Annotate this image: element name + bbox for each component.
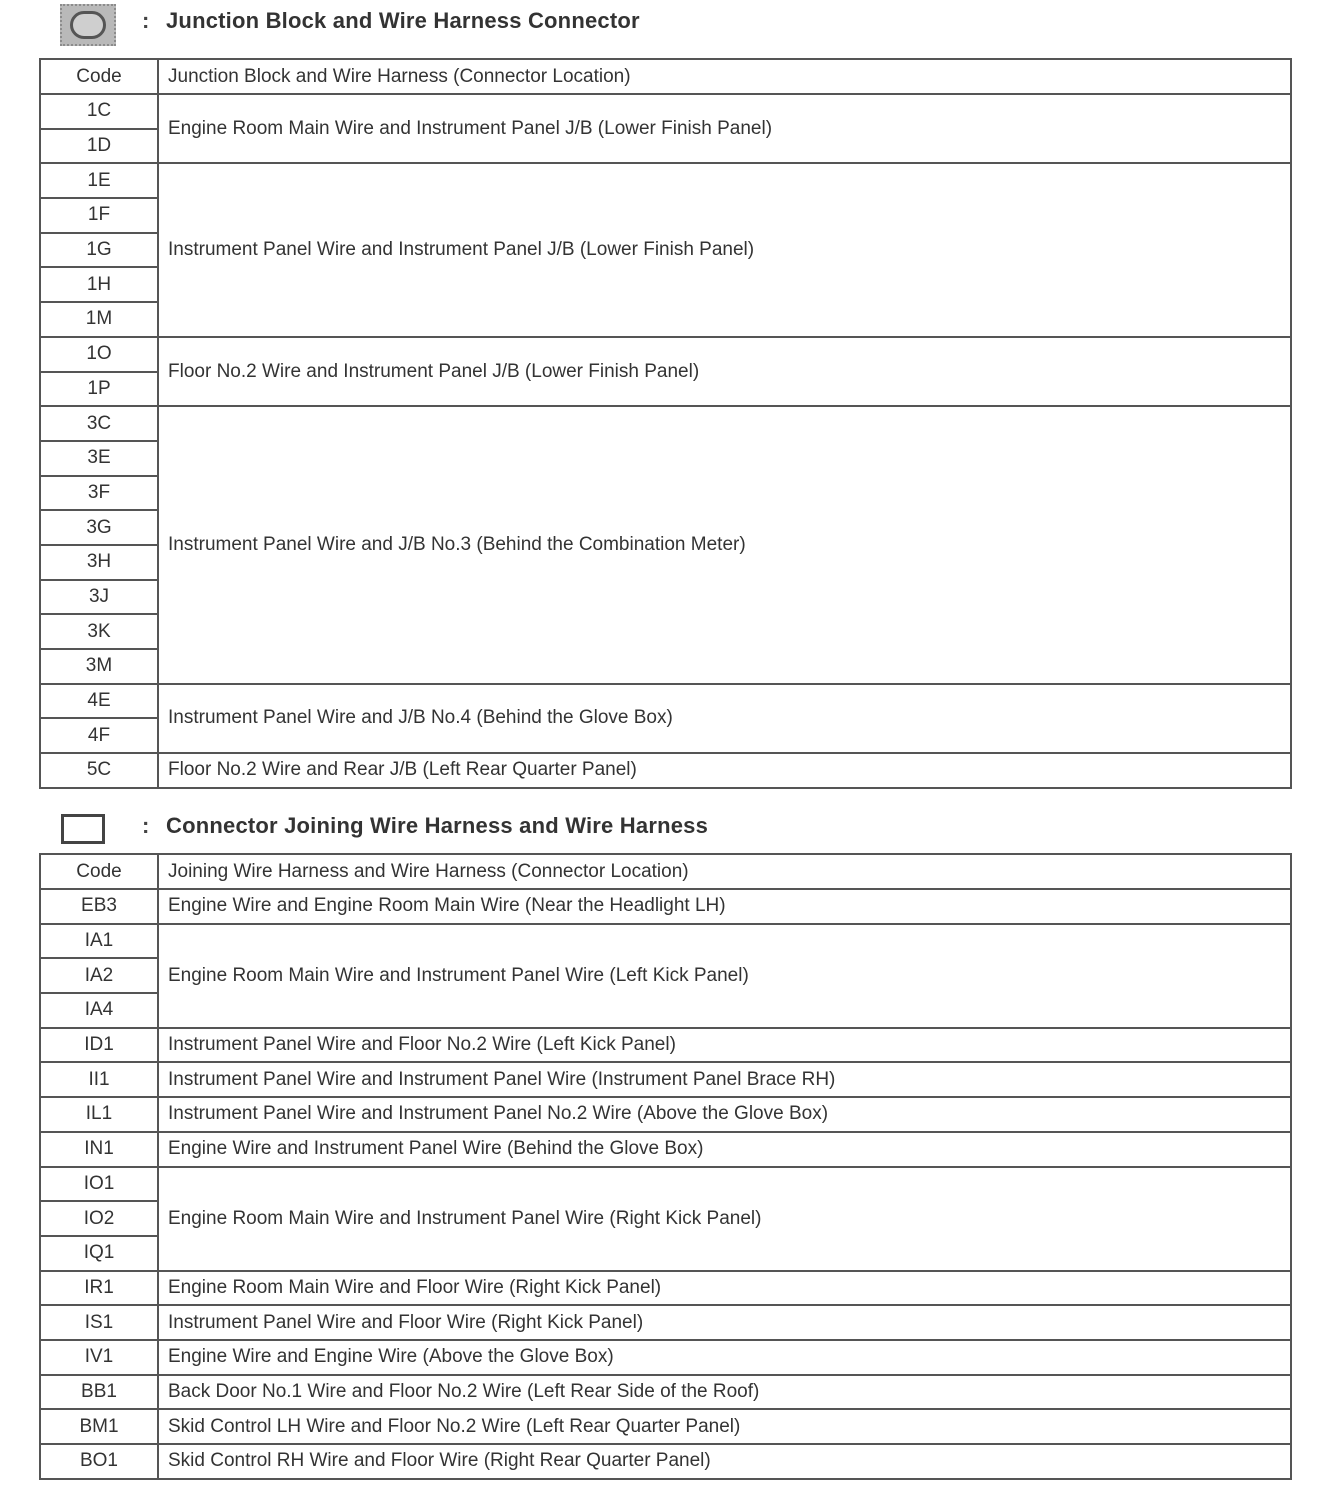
header-code: Code [40, 854, 158, 889]
connector-code: 1H [40, 267, 158, 302]
connector-code: 3K [40, 614, 158, 649]
table-row [40, 1340, 1291, 1375]
junction-block-table [39, 58, 1292, 789]
connector-location: Engine Room Main Wire and Instrument Panel J/B (Lower Finish Panel) [158, 94, 1291, 163]
section2-title: Connector Joining Wire Harness and Wire Harness [166, 813, 709, 838]
connector-code: 3F [40, 476, 158, 511]
table-row [40, 889, 1291, 924]
table-row [40, 1062, 1291, 1097]
table-row [40, 1409, 1291, 1444]
connector-table [39, 853, 1292, 1480]
connector-code: 3E [40, 441, 158, 476]
table-header-row [40, 59, 1291, 94]
connector-code: IA4 [40, 993, 158, 1028]
connector-code: IO1 [40, 1167, 158, 1202]
connector-code: IS1 [40, 1305, 158, 1340]
table-row [40, 1132, 1291, 1167]
connector-table-body [40, 854, 1291, 1479]
connector-icon [61, 814, 105, 844]
connector-code: 4F [40, 718, 158, 753]
connector-code: 5C [40, 753, 158, 788]
connector-code: IQ1 [40, 1236, 158, 1271]
table-row [40, 94, 1291, 129]
connector-code: 3C [40, 406, 158, 441]
connector-code: EB3 [40, 889, 158, 924]
connector-code: ID1 [40, 1028, 158, 1063]
connector-location: Instrument Panel Wire and Floor No.2 Wire (Left Kick Panel) [158, 1028, 1291, 1063]
connector-code: BO1 [40, 1444, 158, 1479]
connector-code: BB1 [40, 1375, 158, 1410]
connector-location: Engine Wire and Engine Room Main Wire (Near the Headlight LH) [158, 889, 1291, 924]
table-row [40, 753, 1291, 788]
connector-code: IV1 [40, 1340, 158, 1375]
connector-location: Engine Wire and Instrument Panel Wire (Behind the Glove Box) [158, 1132, 1291, 1167]
table-row [40, 337, 1291, 372]
connector-code: 1G [40, 233, 158, 268]
section1-colon: : [142, 8, 150, 33]
connector-code: IR1 [40, 1271, 158, 1306]
header-location: Joining Wire Harness and Wire Harness (Connector Location) [158, 854, 1291, 889]
connector-location: Skid Control RH Wire and Floor Wire (Right Rear Quarter Panel) [158, 1444, 1291, 1479]
connector-code: IN1 [40, 1132, 158, 1167]
table-row [40, 1097, 1291, 1132]
connector-location: Instrument Panel Wire and Instrument Panel No.2 Wire (Above the Glove Box) [158, 1097, 1291, 1132]
connector-code: BM1 [40, 1409, 158, 1444]
connector-location: Instrument Panel Wire and Floor Wire (Right Kick Panel) [158, 1305, 1291, 1340]
header-code: Code [40, 59, 158, 94]
connector-location: Instrument Panel Wire and J/B No.4 (Behind the Glove Box) [158, 684, 1291, 753]
connector-code: 1E [40, 163, 158, 198]
table-row [40, 924, 1291, 959]
connector-location: Engine Wire and Engine Wire (Above the Glove Box) [158, 1340, 1291, 1375]
table-row [40, 1375, 1291, 1410]
connector-location: Floor No.2 Wire and Rear J/B (Left Rear Quarter Panel) [158, 753, 1291, 788]
table-row [40, 1028, 1291, 1063]
connector-code: 1M [40, 302, 158, 337]
connector-code: 1F [40, 198, 158, 233]
connector-location: Engine Room Main Wire and Instrument Panel Wire (Right Kick Panel) [158, 1167, 1291, 1271]
connector-code: II1 [40, 1062, 158, 1097]
junction-block-icon [60, 4, 116, 46]
connector-code: IL1 [40, 1097, 158, 1132]
connector-location: Engine Room Main Wire and Instrument Panel Wire (Left Kick Panel) [158, 924, 1291, 1028]
connector-code: IO2 [40, 1201, 158, 1236]
connector-code: IA1 [40, 924, 158, 959]
connector-code: 1C [40, 94, 158, 129]
connector-code: 4E [40, 684, 158, 719]
connector-location: Skid Control LH Wire and Floor No.2 Wire (Left Rear Quarter Panel) [158, 1409, 1291, 1444]
table-row [40, 1271, 1291, 1306]
table-header-row [40, 854, 1291, 889]
connector-code: 3J [40, 580, 158, 615]
connector-location: Back Door No.1 Wire and Floor No.2 Wire (Left Rear Side of the Roof) [158, 1375, 1291, 1410]
connector-code: 1P [40, 372, 158, 407]
header-location: Junction Block and Wire Harness (Connector Location) [158, 59, 1291, 94]
connector-code: IA2 [40, 958, 158, 993]
connector-code: 1D [40, 129, 158, 164]
connector-location: Instrument Panel Wire and J/B No.3 (Behind the Combination Meter) [158, 406, 1291, 684]
connector-location: Instrument Panel Wire and Instrument Panel J/B (Lower Finish Panel) [158, 163, 1291, 336]
connector-location: Engine Room Main Wire and Floor Wire (Right Kick Panel) [158, 1271, 1291, 1306]
connector-code: 3M [40, 649, 158, 684]
section1-title: Junction Block and Wire Harness Connector [166, 8, 640, 33]
junction-block-table-body [40, 59, 1291, 788]
table-row [40, 1444, 1291, 1479]
connector-code: 3G [40, 510, 158, 545]
table-row [40, 406, 1291, 441]
table-row [40, 1305, 1291, 1340]
table-row [40, 163, 1291, 198]
connector-code: 1O [40, 337, 158, 372]
connector-code: 3H [40, 545, 158, 580]
section2-colon: : [142, 813, 150, 838]
table-row [40, 1167, 1291, 1202]
table-row [40, 684, 1291, 719]
connector-location: Floor No.2 Wire and Instrument Panel J/B (Lower Finish Panel) [158, 337, 1291, 406]
connector-location: Instrument Panel Wire and Instrument Panel Wire (Instrument Panel Brace RH) [158, 1062, 1291, 1097]
